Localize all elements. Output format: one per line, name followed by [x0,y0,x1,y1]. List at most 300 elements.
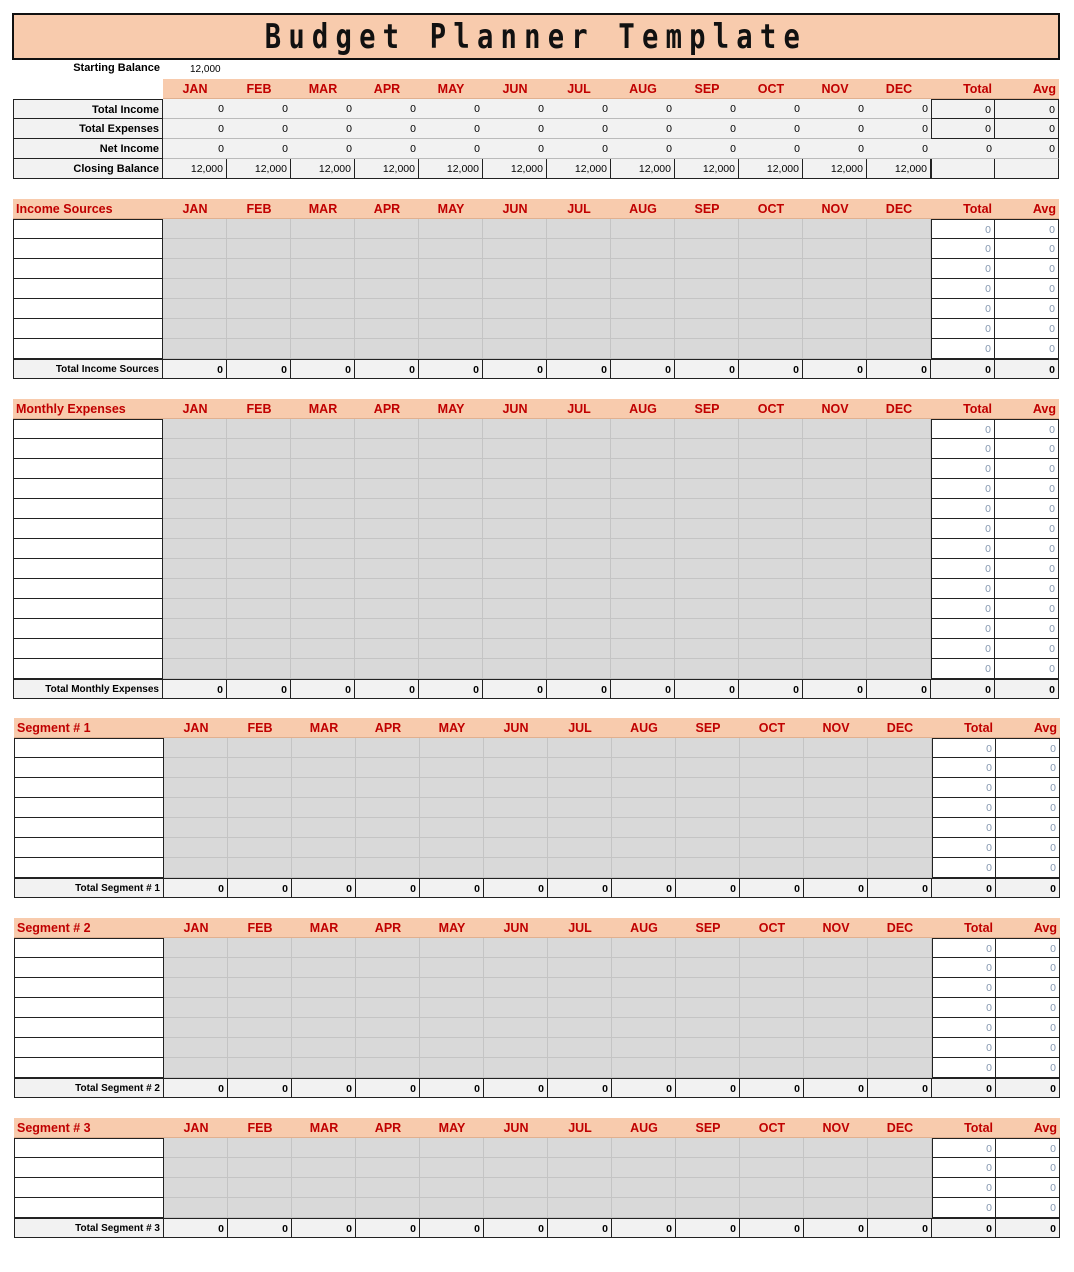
month-input-cell[interactable] [419,559,483,579]
month-input-cell[interactable] [675,299,739,319]
month-input-cell[interactable] [483,559,547,579]
month-input-cell[interactable] [420,858,484,878]
month-input-cell[interactable] [867,499,931,519]
month-input-cell[interactable] [739,319,803,339]
month-input-cell[interactable] [484,998,548,1018]
month-input-cell[interactable] [419,659,483,679]
month-input-cell[interactable] [868,838,932,858]
month-input-cell[interactable] [804,838,868,858]
month-input-cell[interactable] [803,619,867,639]
starting-balance-value[interactable]: 12,000 [190,64,221,75]
month-input-cell[interactable] [548,978,612,998]
month-input-cell[interactable] [548,998,612,1018]
month-input-cell[interactable] [867,259,931,279]
month-input-cell[interactable] [484,838,548,858]
month-input-cell[interactable] [611,419,675,439]
row-label-input[interactable] [14,1038,164,1058]
row-label-input[interactable] [13,319,163,339]
month-input-cell[interactable] [355,279,419,299]
month-input-cell[interactable] [483,439,547,459]
month-input-cell[interactable] [291,639,355,659]
month-input-cell[interactable] [611,259,675,279]
month-input-cell[interactable] [611,599,675,619]
month-input-cell[interactable] [227,439,291,459]
month-input-cell[interactable] [291,419,355,439]
month-input-cell[interactable] [803,279,867,299]
month-input-cell[interactable] [419,519,483,539]
row-label-input[interactable] [14,1158,164,1178]
month-input-cell[interactable] [803,219,867,239]
month-input-cell[interactable] [292,958,356,978]
month-input-cell[interactable] [355,419,419,439]
month-input-cell[interactable] [227,539,291,559]
month-input-cell[interactable] [483,299,547,319]
month-input-cell[interactable] [163,219,227,239]
month-input-cell[interactable] [163,519,227,539]
month-input-cell[interactable] [611,479,675,499]
month-input-cell[interactable] [483,239,547,259]
month-input-cell[interactable] [803,599,867,619]
month-input-cell[interactable] [548,958,612,978]
month-input-cell[interactable] [292,838,356,858]
month-input-cell[interactable] [867,659,931,679]
row-label-input[interactable] [13,499,163,519]
row-label-input[interactable] [13,239,163,259]
month-input-cell[interactable] [484,778,548,798]
month-input-cell[interactable] [356,1058,420,1078]
row-label-input[interactable] [13,559,163,579]
month-input-cell[interactable] [739,619,803,639]
month-input-cell[interactable] [483,219,547,239]
row-label-input[interactable] [13,619,163,639]
month-input-cell[interactable] [228,858,292,878]
month-input-cell[interactable] [164,778,228,798]
month-input-cell[interactable] [739,439,803,459]
month-input-cell[interactable] [611,219,675,239]
month-input-cell[interactable] [612,738,676,758]
month-input-cell[interactable] [163,559,227,579]
row-label-input[interactable] [13,339,163,359]
month-input-cell[interactable] [611,459,675,479]
month-input-cell[interactable] [227,459,291,479]
month-input-cell[interactable] [355,479,419,499]
month-input-cell[interactable] [292,938,356,958]
month-input-cell[interactable] [228,758,292,778]
month-input-cell[interactable] [484,1158,548,1178]
month-input-cell[interactable] [675,479,739,499]
month-input-cell[interactable] [676,1178,740,1198]
month-input-cell[interactable] [292,818,356,838]
month-input-cell[interactable] [740,1038,804,1058]
month-input-cell[interactable] [867,579,931,599]
row-label-input[interactable] [14,818,164,838]
month-input-cell[interactable] [740,798,804,818]
row-label-input[interactable] [13,299,163,319]
month-input-cell[interactable] [164,738,228,758]
month-input-cell[interactable] [611,639,675,659]
month-input-cell[interactable] [867,419,931,439]
month-input-cell[interactable] [484,938,548,958]
month-input-cell[interactable] [483,539,547,559]
month-input-cell[interactable] [803,259,867,279]
month-input-cell[interactable] [291,619,355,639]
month-input-cell[interactable] [419,319,483,339]
month-input-cell[interactable] [483,319,547,339]
month-input-cell[interactable] [291,459,355,479]
row-label-input[interactable] [13,439,163,459]
month-input-cell[interactable] [291,659,355,679]
month-input-cell[interactable] [420,758,484,778]
month-input-cell[interactable] [548,1158,612,1178]
month-input-cell[interactable] [675,659,739,679]
month-input-cell[interactable] [355,459,419,479]
month-input-cell[interactable] [292,1198,356,1218]
month-input-cell[interactable] [355,659,419,679]
month-input-cell[interactable] [804,1058,868,1078]
row-label-input[interactable] [13,479,163,499]
month-input-cell[interactable] [483,659,547,679]
month-input-cell[interactable] [483,339,547,359]
month-input-cell[interactable] [675,619,739,639]
month-input-cell[interactable] [228,1178,292,1198]
month-input-cell[interactable] [739,559,803,579]
month-input-cell[interactable] [419,479,483,499]
month-input-cell[interactable] [611,339,675,359]
month-input-cell[interactable] [740,938,804,958]
month-input-cell[interactable] [548,1018,612,1038]
month-input-cell[interactable] [356,798,420,818]
month-input-cell[interactable] [548,1198,612,1218]
month-input-cell[interactable] [868,1138,932,1158]
month-input-cell[interactable] [611,439,675,459]
month-input-cell[interactable] [420,838,484,858]
row-label-input[interactable] [14,998,164,1018]
month-input-cell[interactable] [227,339,291,359]
month-input-cell[interactable] [612,938,676,958]
month-input-cell[interactable] [291,439,355,459]
month-input-cell[interactable] [163,639,227,659]
month-input-cell[interactable] [163,579,227,599]
month-input-cell[interactable] [163,239,227,259]
month-input-cell[interactable] [547,479,611,499]
month-input-cell[interactable] [804,778,868,798]
month-input-cell[interactable] [227,299,291,319]
month-input-cell[interactable] [803,439,867,459]
month-input-cell[interactable] [675,239,739,259]
month-input-cell[interactable] [483,599,547,619]
month-input-cell[interactable] [612,1058,676,1078]
month-input-cell[interactable] [676,1158,740,1178]
month-input-cell[interactable] [355,439,419,459]
month-input-cell[interactable] [355,559,419,579]
row-label-input[interactable] [14,978,164,998]
month-input-cell[interactable] [227,239,291,259]
month-input-cell[interactable] [291,499,355,519]
month-input-cell[interactable] [804,1038,868,1058]
month-input-cell[interactable] [804,798,868,818]
month-input-cell[interactable] [676,738,740,758]
month-input-cell[interactable] [739,279,803,299]
month-input-cell[interactable] [676,838,740,858]
month-input-cell[interactable] [804,958,868,978]
month-input-cell[interactable] [164,1178,228,1198]
month-input-cell[interactable] [228,1158,292,1178]
month-input-cell[interactable] [164,818,228,838]
month-input-cell[interactable] [419,439,483,459]
month-input-cell[interactable] [164,1018,228,1038]
month-input-cell[interactable] [740,1138,804,1158]
month-input-cell[interactable] [484,858,548,878]
month-input-cell[interactable] [483,479,547,499]
month-input-cell[interactable] [291,579,355,599]
month-input-cell[interactable] [291,599,355,619]
month-input-cell[interactable] [611,619,675,639]
month-input-cell[interactable] [612,1158,676,1178]
month-input-cell[interactable] [548,1138,612,1158]
month-input-cell[interactable] [804,758,868,778]
month-input-cell[interactable] [419,579,483,599]
month-input-cell[interactable] [868,1038,932,1058]
month-input-cell[interactable] [547,559,611,579]
month-input-cell[interactable] [611,299,675,319]
month-input-cell[interactable] [227,279,291,299]
month-input-cell[interactable] [547,439,611,459]
month-input-cell[interactable] [484,798,548,818]
month-input-cell[interactable] [355,239,419,259]
month-input-cell[interactable] [611,279,675,299]
month-input-cell[interactable] [227,639,291,659]
month-input-cell[interactable] [803,659,867,679]
month-input-cell[interactable] [676,778,740,798]
month-input-cell[interactable] [868,978,932,998]
month-input-cell[interactable] [356,998,420,1018]
month-input-cell[interactable] [675,559,739,579]
month-input-cell[interactable] [611,659,675,679]
month-input-cell[interactable] [675,519,739,539]
month-input-cell[interactable] [675,419,739,439]
month-input-cell[interactable] [804,1178,868,1198]
month-input-cell[interactable] [740,838,804,858]
month-input-cell[interactable] [867,479,931,499]
month-input-cell[interactable] [420,1158,484,1178]
month-input-cell[interactable] [868,858,932,878]
month-input-cell[interactable] [355,499,419,519]
month-input-cell[interactable] [356,1038,420,1058]
month-input-cell[interactable] [675,539,739,559]
month-input-cell[interactable] [803,239,867,259]
row-label-input[interactable] [14,1198,164,1218]
month-input-cell[interactable] [227,499,291,519]
month-input-cell[interactable] [675,259,739,279]
month-input-cell[interactable] [739,659,803,679]
month-input-cell[interactable] [164,998,228,1018]
month-input-cell[interactable] [739,259,803,279]
month-input-cell[interactable] [420,1198,484,1218]
month-input-cell[interactable] [804,818,868,838]
month-input-cell[interactable] [868,778,932,798]
month-input-cell[interactable] [227,259,291,279]
month-input-cell[interactable] [804,938,868,958]
month-input-cell[interactable] [867,559,931,579]
month-input-cell[interactable] [164,758,228,778]
month-input-cell[interactable] [292,1138,356,1158]
month-input-cell[interactable] [803,319,867,339]
month-input-cell[interactable] [419,619,483,639]
month-input-cell[interactable] [675,319,739,339]
month-input-cell[interactable] [163,479,227,499]
month-input-cell[interactable] [163,619,227,639]
month-input-cell[interactable] [419,219,483,239]
month-input-cell[interactable] [420,738,484,758]
month-input-cell[interactable] [868,798,932,818]
month-input-cell[interactable] [803,559,867,579]
row-label-input[interactable] [13,459,163,479]
month-input-cell[interactable] [420,958,484,978]
month-input-cell[interactable] [548,798,612,818]
month-input-cell[interactable] [740,818,804,838]
month-input-cell[interactable] [676,798,740,818]
month-input-cell[interactable] [676,1198,740,1218]
month-input-cell[interactable] [420,1038,484,1058]
month-input-cell[interactable] [675,579,739,599]
month-input-cell[interactable] [739,299,803,319]
month-input-cell[interactable] [547,279,611,299]
month-input-cell[interactable] [804,1018,868,1038]
month-input-cell[interactable] [164,1038,228,1058]
month-input-cell[interactable] [611,579,675,599]
month-input-cell[interactable] [547,539,611,559]
month-input-cell[interactable] [739,579,803,599]
month-input-cell[interactable] [227,319,291,339]
month-input-cell[interactable] [804,1138,868,1158]
row-label-input[interactable] [13,579,163,599]
month-input-cell[interactable] [227,479,291,499]
month-input-cell[interactable] [356,818,420,838]
month-input-cell[interactable] [484,958,548,978]
month-input-cell[interactable] [548,858,612,878]
month-input-cell[interactable] [675,279,739,299]
month-input-cell[interactable] [356,738,420,758]
month-input-cell[interactable] [739,639,803,659]
month-input-cell[interactable] [292,1058,356,1078]
month-input-cell[interactable] [867,439,931,459]
month-input-cell[interactable] [164,958,228,978]
month-input-cell[interactable] [739,419,803,439]
month-input-cell[interactable] [867,279,931,299]
month-input-cell[interactable] [483,419,547,439]
month-input-cell[interactable] [292,758,356,778]
month-input-cell[interactable] [612,998,676,1018]
month-input-cell[interactable] [612,1198,676,1218]
month-input-cell[interactable] [355,519,419,539]
month-input-cell[interactable] [547,519,611,539]
month-input-cell[interactable] [164,858,228,878]
month-input-cell[interactable] [612,1178,676,1198]
month-input-cell[interactable] [228,1198,292,1218]
month-input-cell[interactable] [548,778,612,798]
month-input-cell[interactable] [228,778,292,798]
month-input-cell[interactable] [739,539,803,559]
month-input-cell[interactable] [228,818,292,838]
month-input-cell[interactable] [356,938,420,958]
month-input-cell[interactable] [484,978,548,998]
row-label-input[interactable] [14,1058,164,1078]
month-input-cell[interactable] [355,599,419,619]
month-input-cell[interactable] [355,219,419,239]
month-input-cell[interactable] [676,1058,740,1078]
month-input-cell[interactable] [676,938,740,958]
month-input-cell[interactable] [803,539,867,559]
month-input-cell[interactable] [740,738,804,758]
month-input-cell[interactable] [612,838,676,858]
month-input-cell[interactable] [867,319,931,339]
month-input-cell[interactable] [803,579,867,599]
month-input-cell[interactable] [227,559,291,579]
month-input-cell[interactable] [740,1178,804,1198]
month-input-cell[interactable] [291,479,355,499]
month-input-cell[interactable] [739,519,803,539]
month-input-cell[interactable] [868,1018,932,1038]
month-input-cell[interactable] [868,1178,932,1198]
month-input-cell[interactable] [228,978,292,998]
month-input-cell[interactable] [163,299,227,319]
month-input-cell[interactable] [420,1138,484,1158]
month-input-cell[interactable] [740,1058,804,1078]
row-label-input[interactable] [13,519,163,539]
month-input-cell[interactable] [612,798,676,818]
month-input-cell[interactable] [356,1178,420,1198]
month-input-cell[interactable] [355,539,419,559]
month-input-cell[interactable] [803,639,867,659]
month-input-cell[interactable] [547,499,611,519]
month-input-cell[interactable] [548,758,612,778]
row-label-input[interactable] [14,778,164,798]
month-input-cell[interactable] [867,639,931,659]
month-input-cell[interactable] [612,858,676,878]
month-input-cell[interactable] [676,998,740,1018]
month-input-cell[interactable] [164,1058,228,1078]
month-input-cell[interactable] [228,798,292,818]
row-label-input[interactable] [13,539,163,559]
month-input-cell[interactable] [292,738,356,758]
month-input-cell[interactable] [291,319,355,339]
month-input-cell[interactable] [548,938,612,958]
month-input-cell[interactable] [164,1198,228,1218]
month-input-cell[interactable] [547,599,611,619]
month-input-cell[interactable] [868,938,932,958]
row-label-input[interactable] [14,858,164,878]
month-input-cell[interactable] [548,838,612,858]
month-input-cell[interactable] [867,239,931,259]
month-input-cell[interactable] [548,1178,612,1198]
month-input-cell[interactable] [484,758,548,778]
month-input-cell[interactable] [547,319,611,339]
month-input-cell[interactable] [484,738,548,758]
month-input-cell[interactable] [676,1018,740,1038]
month-input-cell[interactable] [675,339,739,359]
month-input-cell[interactable] [739,219,803,239]
month-input-cell[interactable] [548,818,612,838]
month-input-cell[interactable] [675,499,739,519]
month-input-cell[interactable] [292,1158,356,1178]
month-input-cell[interactable] [739,459,803,479]
month-input-cell[interactable] [547,299,611,319]
month-input-cell[interactable] [227,599,291,619]
month-input-cell[interactable] [420,798,484,818]
month-input-cell[interactable] [868,1158,932,1178]
month-input-cell[interactable] [356,978,420,998]
month-input-cell[interactable] [291,339,355,359]
